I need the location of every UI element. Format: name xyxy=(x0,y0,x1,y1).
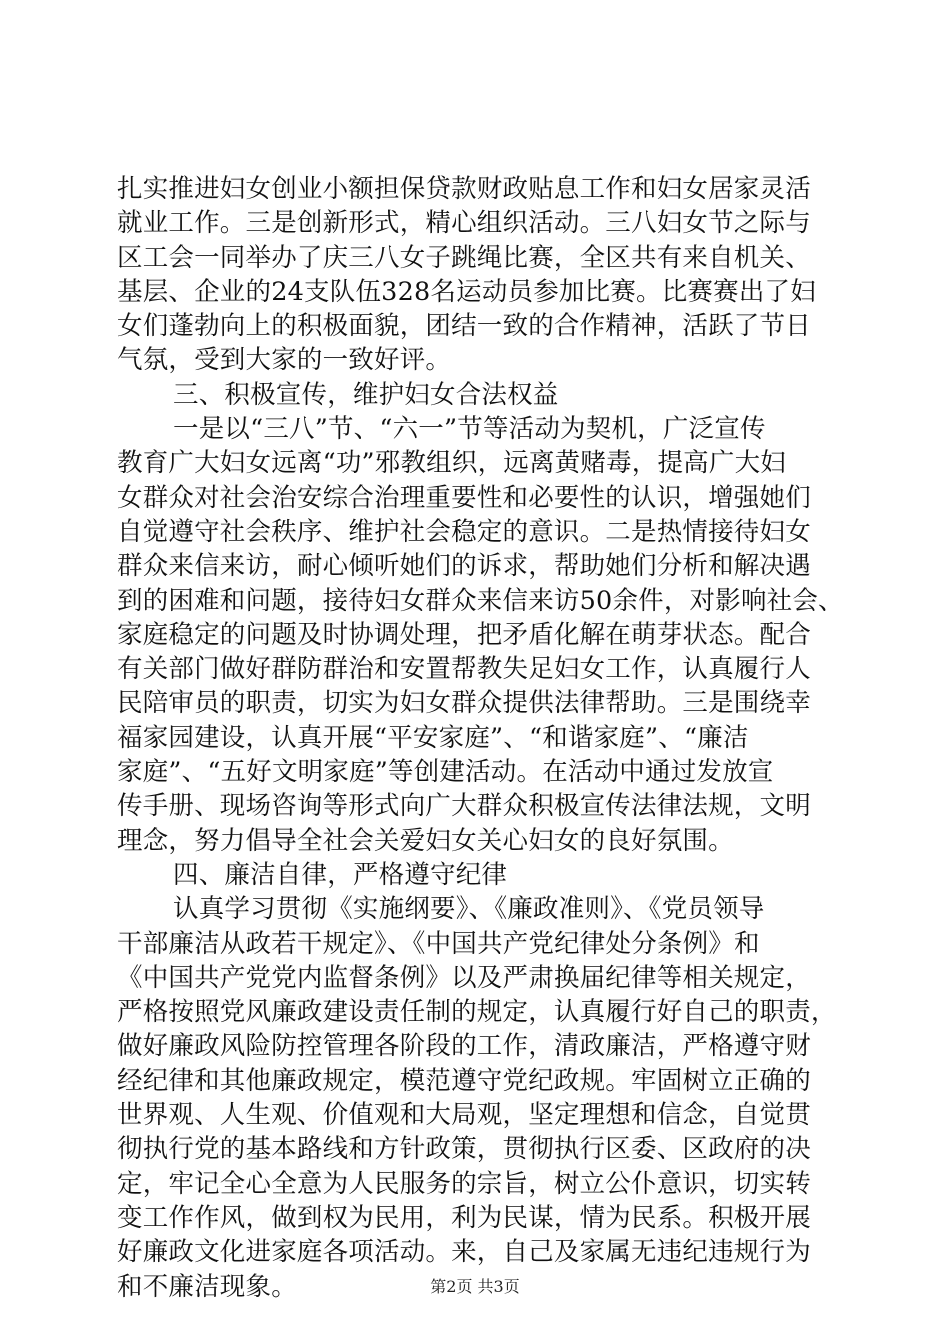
body-line: 有关部门做好群防群治和安置帮教失足妇女工作，认真履行人 xyxy=(117,654,811,685)
body-line: 严格按照党风廉政建设责任制的规定，认真履行好自己的职责， xyxy=(117,997,837,1028)
body-line: 自觉遵守社会秩序、维护社会稳定的意识。二是热情接待妇女 xyxy=(117,516,811,547)
body-line: 群众来信来访，耐心倾听她们的诉求，帮助她们分析和解决遇 xyxy=(117,551,811,582)
document-body xyxy=(117,172,844,1304)
page-number-footer: 第2页 共3页 xyxy=(430,1277,520,1296)
body-line: 彻执行党的基本路线和方针政策，贯彻执行区委、区政府的决 xyxy=(117,1134,811,1165)
body-line: 女群众对社会治安综合治理重要性和必要性的认识，增强她们 xyxy=(117,482,811,513)
body-line: 变工作作风，做到权为民用，利为民谋，情为民系。积极开展 xyxy=(117,1202,811,1233)
body-line: 家庭”、“五好文明家庭”等创建活动。在活动中通过发放宣 xyxy=(117,757,774,788)
body-line: 传手册、现场咨询等形式向广大群众积极宣传法律法规，文明 xyxy=(117,791,811,822)
body-line: 世界观、人生观、价值观和大局观，坚定理想和信念，自觉贯 xyxy=(117,1100,811,1131)
body-line: 区工会一同举办了庆三八女子跳绳比赛，全区共有来自机关、 xyxy=(117,242,811,273)
body-line: 到的困难和问题，接待妇女群众来信来访50余件，对影响社会、 xyxy=(117,585,844,616)
body-line: 经纪律和其他廉政规定，模范遵守党纪政规。牢固树立正确的 xyxy=(117,1065,811,1096)
body-line: 气氛，受到大家的一致好评。 xyxy=(117,345,452,376)
body-line: 就业工作。三是创新形式，精心组织活动。三八妇女节之际与 xyxy=(117,208,811,239)
body-line: 基层、企业的24支队伍328名运动员参加比赛。比赛赛出了妇 xyxy=(117,276,816,307)
body-line: 《中国共产党党内监督条例》以及严肃换届纪律等相关规定， xyxy=(117,962,811,993)
body-line: 教育广大妇女远离“功”邪教组织，远离黄赌毒，提高广大妇 xyxy=(117,448,786,479)
body-line: 认真学习贯彻《实施纲要》、《廉政准则》、《党员领导 xyxy=(173,894,765,925)
body-line: 理念，努力倡导全社会关爱妇女关心妇女的良好氛围。 xyxy=(117,825,734,856)
body-line: 好廉政文化进家庭各项活动。来，自己及家属无违纪违规行为 xyxy=(117,1237,811,1268)
section-heading: 三、积极宣传，维护妇女合法权益 xyxy=(173,379,559,410)
body-line: 和不廉洁现象。 xyxy=(117,1271,297,1302)
body-line: 福家园建设，认真开展“平安家庭”、“和谐家庭”、“廉洁 xyxy=(117,722,749,753)
body-line: 民陪审员的职责，切实为妇女群众提供法律帮助。三是围绕幸 xyxy=(117,688,811,719)
body-line: 定，牢记全心全意为人民服务的宗旨，树立公仆意识，切实转 xyxy=(117,1168,811,1199)
body-line: 做好廉政风险防控管理各阶段的工作，清政廉洁，严格遵守财 xyxy=(117,1031,811,1062)
body-line: 扎实推进妇女创业小额担保贷款财政贴息工作和妇女居家灵活 xyxy=(117,174,811,204)
body-line: 一是以“三八”节、“六一”节等活动为契机，广泛宣传 xyxy=(173,414,766,445)
body-line: 女们蓬勃向上的积极面貌，团结一致的合作精神，活跃了节日 xyxy=(117,311,811,342)
section-heading: 四、廉洁自律，严格遵守纪律 xyxy=(173,859,508,890)
body-line: 干部廉洁从政若干规定》、《中国共产党纪律处分条例》和 xyxy=(117,928,760,959)
body-line: 家庭稳定的问题及时协调处理，把矛盾化解在萌芽状态。配合 xyxy=(117,619,811,650)
